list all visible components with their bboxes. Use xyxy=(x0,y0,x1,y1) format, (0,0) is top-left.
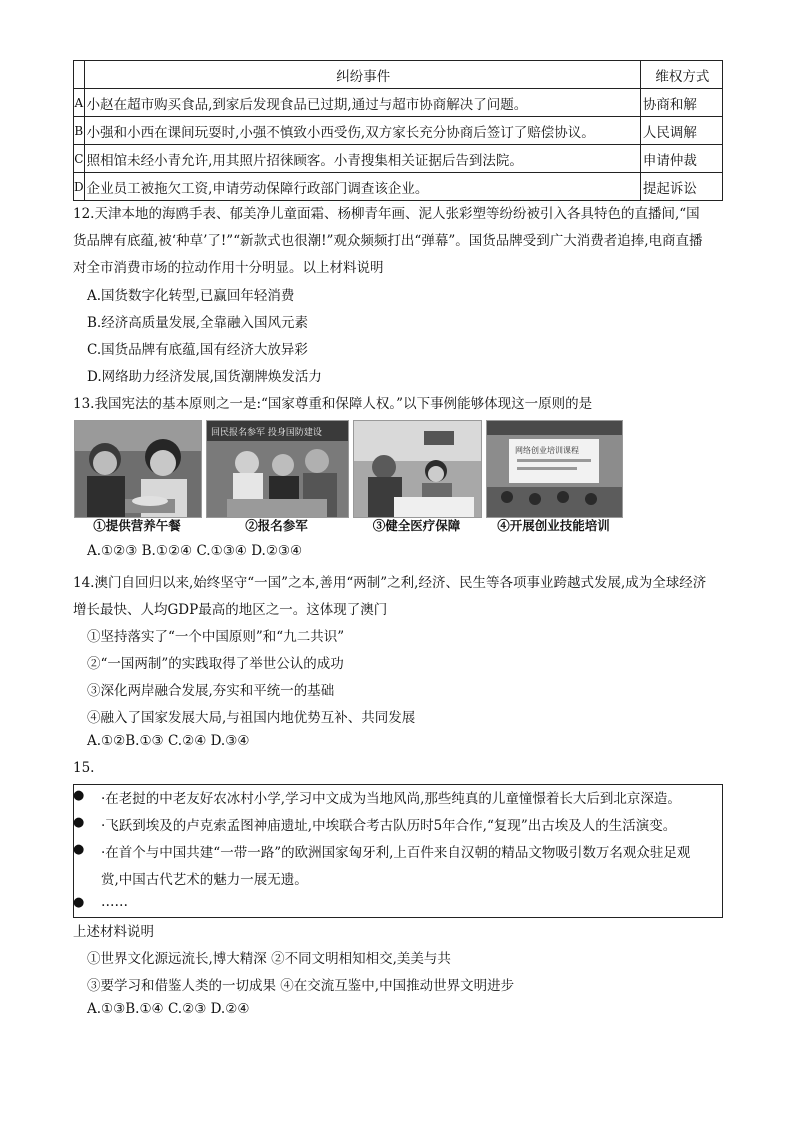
photo-caption: ③健全医疗保障 xyxy=(372,518,461,533)
q12-option: B.经济高质量发展,全靠融入国风元素 xyxy=(87,315,309,331)
photo-medical-insurance xyxy=(353,420,482,518)
q13-stem: 13.我国宪法的基本原则之一是:“国家尊重和保障人权。”以下事例能够体现这一原则的是 xyxy=(73,396,593,412)
row-method: 人民调解 xyxy=(640,117,722,145)
row-event: 照相馆未经小青允许,用其照片招徕顾客。小青搜集相关证据后告到法院。 xyxy=(84,145,640,173)
q15-number: 15. xyxy=(73,760,95,776)
row-label: A xyxy=(74,89,85,117)
table-header-row xyxy=(74,61,723,89)
row-label: B xyxy=(74,117,85,145)
training-screen-text: 网络创业培训课程 xyxy=(515,446,579,455)
bullet-dot-icon: ● xyxy=(73,788,85,803)
table-row xyxy=(74,145,723,173)
q15-bullet-text: …… xyxy=(101,894,128,910)
q14-item: ④融入了国家发展大局,与祖国内地优势互补、共同发展 xyxy=(87,710,416,726)
q12-stem-line: 货品牌有底蕴,被‘种草’了!”“新款式也很潮!”观众频频打出“弹幕”。国货品牌受到广大消费者追捧,电商直播 xyxy=(73,233,703,249)
q15-options: A.①③B.①④ C.②③ D.②④ xyxy=(87,1001,250,1017)
q14-options: A.①②B.①③ C.②④ D.③④ xyxy=(87,733,250,749)
q15-item: ①世界文化源远流长,博大精深 ②不同文明相知相交,美美与共 xyxy=(87,951,451,967)
q15-bullet-text: ·在老挝的中老友好农冰村小学,学习中文成为当地风尚,那些纯真的儿童憧憬着长大后到北京深造。 xyxy=(101,791,681,807)
table-header-blank xyxy=(74,61,85,89)
photo-caption: ④开展创业技能培训 xyxy=(497,518,610,533)
photo-caption: ①提供营养午餐 xyxy=(93,518,181,533)
q14-stem-line: 增长最快、人均GDP最高的地区之一。这体现了澳门 xyxy=(73,602,388,618)
photo-entrepreneurship-training xyxy=(486,420,623,518)
bullet-dot-icon: ● xyxy=(73,842,85,857)
dispute-table xyxy=(73,60,723,201)
row-event: 小赵在超市购买食品,到家后发现食品已过期,通过与超市协商解决了问题。 xyxy=(84,89,640,117)
table-row xyxy=(74,117,723,145)
q15-bullet-text-cont: 赏,中国古代艺术的魅力一展无遗。 xyxy=(101,872,308,888)
photo-enlistment xyxy=(206,420,349,518)
q14-item: ③深化两岸融合发展,夯实和平统一的基础 xyxy=(87,683,335,699)
photo-caption: ②报名参军 xyxy=(245,518,308,533)
row-method: 申请仲裁 xyxy=(640,145,722,173)
q14-item: ①坚持落实了“一个中国原则”和“九二共识” xyxy=(87,629,345,645)
q15-item: ③要学习和借鉴人类的一切成果 ④在交流互鉴中,中国推动世界文明进步 xyxy=(87,978,515,994)
q14-stem-line: 14.澳门自回归以来,始终坚守“一国”之本,善用“两制”之利,经济、民生等各项事业跨越式发展,成为全球经济 xyxy=(73,575,707,591)
q12-option: A.国货数字化转型,已赢回年轻消费 xyxy=(87,288,295,304)
bullet-dot-icon: ● xyxy=(73,895,85,910)
row-method: 提起诉讼 xyxy=(640,173,722,201)
table-header-method: 维权方式 xyxy=(640,61,722,89)
row-label: D xyxy=(74,173,85,201)
q12-option: D.网络助力经济发展,国货潮牌焕发活力 xyxy=(87,369,322,385)
row-label: C xyxy=(74,145,85,173)
table-header-event: 纠纷事件 xyxy=(84,61,640,89)
table-row xyxy=(74,89,723,117)
q15-bullet-text: ·飞跃到埃及的卢克索孟图神庙遗址,中埃联合考古队历时5年合作,“复现”出古埃及人的生活演变。 xyxy=(101,818,677,834)
q12-stem-line: 对全市消费市场的拉动作用十分明显。以上材料说明 xyxy=(73,260,384,276)
photo-nutrition-lunch xyxy=(74,420,202,518)
row-event: 企业员工被拖欠工资,申请劳动保障行政部门调查该企业。 xyxy=(84,173,640,201)
row-event: 小强和小西在课间玩耍时,小强不慎致小西受伤,双方家长充分协商后签订了赔偿协议。 xyxy=(84,117,640,145)
table-row xyxy=(74,173,723,201)
q13-options: A.①②③ B.①②④ C.①③④ D.②③④ xyxy=(87,543,303,559)
q12-stem-line: 12.天津本地的海鸥手表、郁美净儿童面霜、杨柳青年画、泥人张彩塑等纷纷被引入各具特色的直播间,“国 xyxy=(73,206,700,222)
q15-bullet-text: ·在首个与中国共建“一带一路”的欧洲国家匈牙利,上百件来自汉朝的精品文物吸引数万名观众驻足观 xyxy=(101,845,691,861)
row-method: 协商和解 xyxy=(640,89,722,117)
q12-option: C.国货品牌有底蕴,国有经济大放异彩 xyxy=(87,342,308,358)
enlistment-banner-text: 回民报名参军 投身国防建设 xyxy=(211,428,322,438)
q15-after: 上述材料说明 xyxy=(73,924,154,940)
q14-item: ②“一国两制”的实践取得了举世公认的成功 xyxy=(87,656,344,672)
bullet-dot-icon: ● xyxy=(73,815,85,830)
